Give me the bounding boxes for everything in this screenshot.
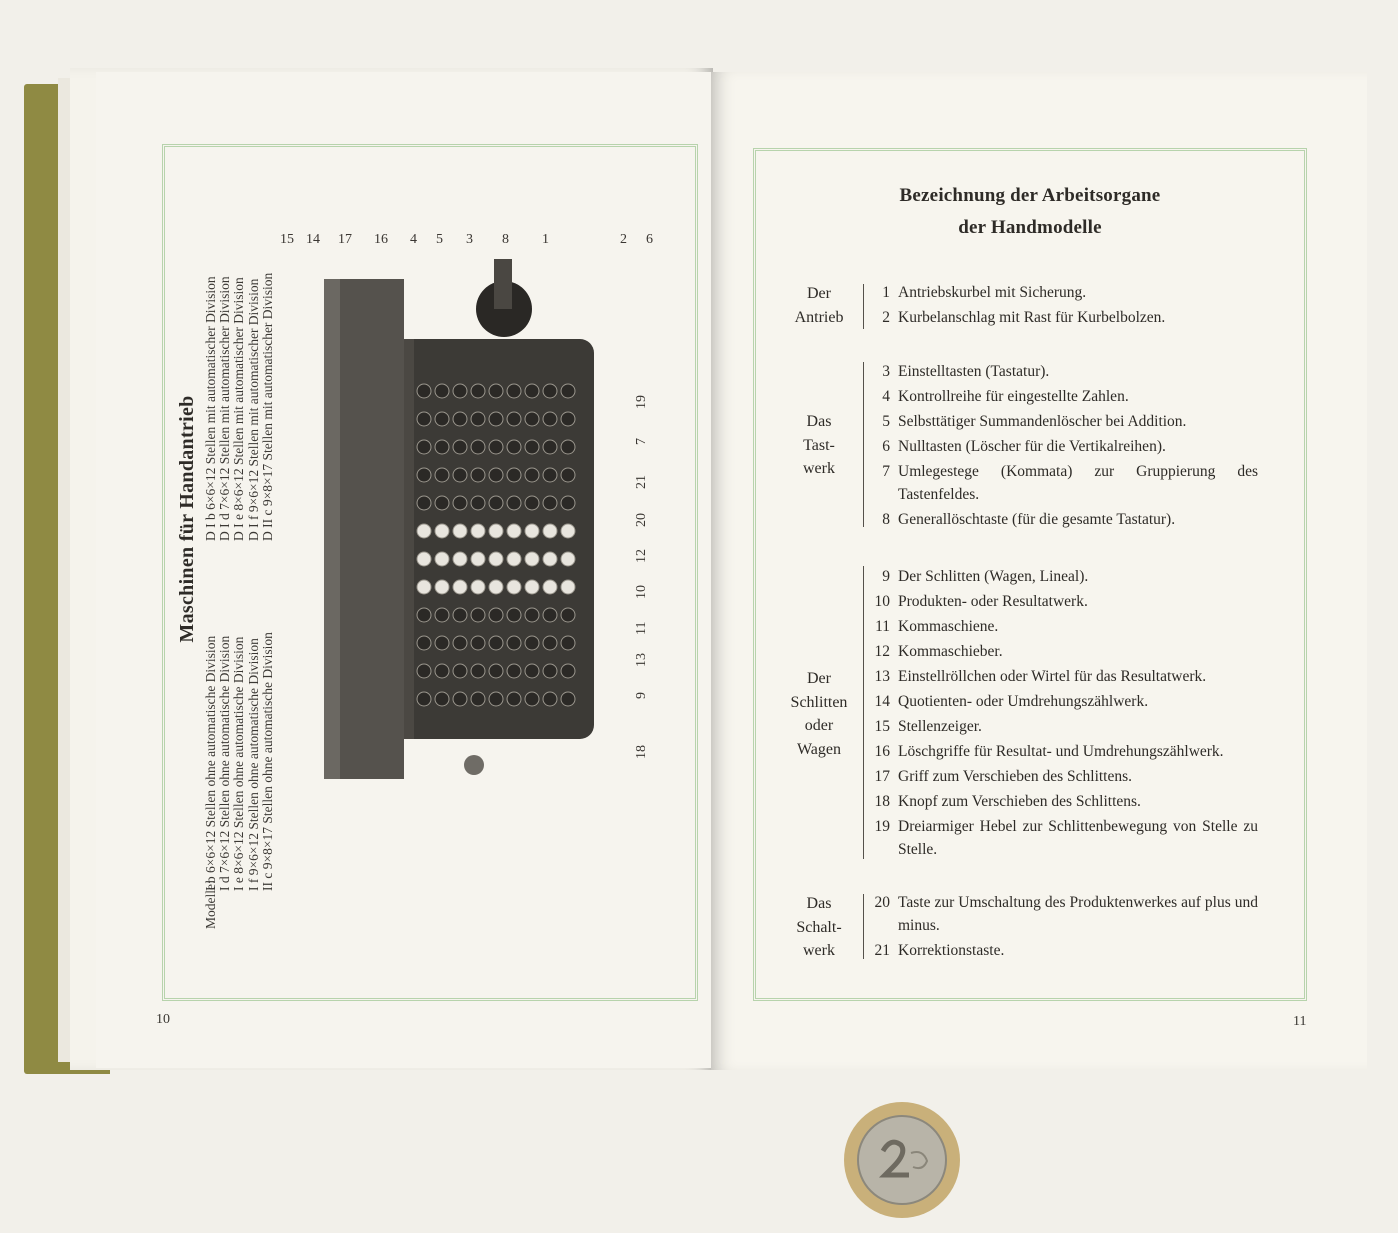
callout-label: 13 <box>634 653 649 667</box>
key <box>417 412 431 426</box>
callout-label: 5 <box>436 232 443 247</box>
key <box>525 384 539 398</box>
key <box>453 440 467 454</box>
part-description: Knopf zum Verschieben des Schlittens. <box>898 793 1141 810</box>
spec-line: II c 9×8×17 Stellen ohne automatische Division <box>259 632 275 891</box>
key <box>435 524 449 538</box>
key <box>543 552 557 566</box>
callout-label: 2 <box>620 232 627 247</box>
key <box>507 496 521 510</box>
callout-label: 9 <box>634 692 649 699</box>
key <box>453 384 467 398</box>
part-description: Kommaschiene. <box>898 618 999 635</box>
key <box>543 440 557 454</box>
key <box>489 468 503 482</box>
part-description: Einstelltasten (Tastatur). <box>898 363 1050 380</box>
key <box>489 524 503 538</box>
key <box>507 384 521 398</box>
key <box>525 664 539 678</box>
key <box>435 636 449 650</box>
part-number: 12 <box>874 643 890 660</box>
key <box>507 468 521 482</box>
key <box>435 664 449 678</box>
key <box>561 468 575 482</box>
key <box>525 440 539 454</box>
key <box>543 664 557 678</box>
part-description: Generallöschtaste (für die gesamte Tastatur). <box>898 511 1176 528</box>
callout-label: 21 <box>634 475 649 489</box>
part-number: 13 <box>874 668 890 685</box>
left-page-title: Maschinen für Handantrieb <box>176 395 198 643</box>
key <box>471 580 485 594</box>
key <box>453 468 467 482</box>
part-number: 6 <box>882 438 890 455</box>
key <box>543 636 557 650</box>
machine-diagram <box>174 209 690 929</box>
spec-lead: Modelle: <box>203 880 218 929</box>
right-page-number: 11 <box>1293 1014 1307 1029</box>
part-number: 5 <box>882 413 890 430</box>
callout-label: 3 <box>466 232 473 247</box>
spec-line: D I f 9×6×12 Stellen mit automatischer Division <box>245 278 261 541</box>
key <box>417 552 431 566</box>
key <box>561 692 575 706</box>
callout-label: 7 <box>634 438 649 445</box>
key <box>561 608 575 622</box>
spec-line: D I d 7×6×12 Stellen mit automatischer Division <box>217 276 233 541</box>
key <box>453 524 467 538</box>
key <box>507 580 521 594</box>
key <box>543 692 557 706</box>
key <box>525 636 539 650</box>
part-number: 2 <box>882 309 890 326</box>
key <box>471 412 485 426</box>
key <box>489 552 503 566</box>
group-label: Der Antrieb <box>794 285 844 326</box>
key <box>435 608 449 622</box>
key <box>561 580 575 594</box>
group-label: Das Tast- werk <box>803 413 835 477</box>
key <box>525 580 539 594</box>
part-description: Quotienten- oder Umdrehungszählwerk. <box>898 693 1149 710</box>
key <box>471 552 485 566</box>
key <box>417 580 431 594</box>
callout-label: 18 <box>634 745 649 759</box>
key <box>471 496 485 510</box>
callout-label: 16 <box>374 232 388 247</box>
key <box>489 496 503 510</box>
callout-label: 10 <box>634 585 649 599</box>
key <box>417 524 431 538</box>
part-number: 14 <box>874 693 890 710</box>
key <box>525 692 539 706</box>
part-description: Korrektionstaste. <box>898 942 1005 959</box>
part-description: Kommaschieber. <box>898 643 1003 660</box>
key <box>489 608 503 622</box>
key <box>525 608 539 622</box>
key <box>417 636 431 650</box>
key <box>453 636 467 650</box>
callout-label: 1 <box>542 232 549 247</box>
left-page-number: 10 <box>156 1012 170 1027</box>
key <box>525 496 539 510</box>
key <box>471 384 485 398</box>
spec-line: I e 8×6×12 Stellen ohne automatische Division <box>231 636 247 891</box>
key <box>489 692 503 706</box>
part-description: Kurbelanschlag mit Rast für Kurbelbolzen. <box>898 309 1166 326</box>
key <box>507 524 521 538</box>
key <box>435 692 449 706</box>
calculator-photo <box>324 251 624 779</box>
part-number: 21 <box>874 942 890 959</box>
key <box>507 440 521 454</box>
key <box>561 636 575 650</box>
key <box>417 664 431 678</box>
part-description: Antriebskurbel mit Sicherung. <box>898 284 1087 301</box>
part-description: Dreiarmiger Hebel zur Schlittenbewegung von Stelle zu Stelle. <box>898 818 1258 858</box>
key <box>507 636 521 650</box>
callout-label: 17 <box>338 232 352 247</box>
part-description: Taste zur Umschaltung des Produktenwerkes auf plus und minus. <box>898 894 1258 934</box>
key <box>417 468 431 482</box>
key <box>561 384 575 398</box>
key <box>543 384 557 398</box>
spec-line: D I e 8×6×12 Stellen mit automatischer Division <box>231 277 247 541</box>
key <box>471 608 485 622</box>
callout-label: 14 <box>306 232 320 247</box>
group-label: Das Schalt- werk <box>796 895 842 959</box>
part-number: 3 <box>882 363 890 380</box>
key <box>435 412 449 426</box>
part-number: 10 <box>874 593 890 610</box>
part-description: Löschgriffe für Resultat- und Umdrehungszählwerk. <box>898 743 1224 760</box>
key <box>525 524 539 538</box>
key <box>507 664 521 678</box>
spec-line: D I b 6×6×12 Stellen mit automatischer Division <box>203 276 218 541</box>
part-number: 8 <box>882 511 890 528</box>
spec-line: D II c 9×8×17 Stellen mit automatischer Division <box>259 272 275 541</box>
spec-column-without-division <box>204 632 275 891</box>
key <box>471 692 485 706</box>
key <box>453 412 467 426</box>
key <box>435 496 449 510</box>
spec-column-with-division <box>204 273 275 541</box>
key <box>543 412 557 426</box>
key <box>453 692 467 706</box>
key <box>543 496 557 510</box>
key <box>543 524 557 538</box>
callout-label: 12 <box>634 549 649 563</box>
spec-line: I d 7×6×12 Stellen ohne automatische Division <box>217 635 233 891</box>
group-label: Der Schlitten oder Wagen <box>790 670 848 758</box>
key <box>471 524 485 538</box>
part-description: Selbsttätiger Summandenlöscher bei Addition. <box>898 413 1187 430</box>
key <box>507 608 521 622</box>
callout-label: 4 <box>410 232 417 247</box>
key <box>543 580 557 594</box>
key <box>417 496 431 510</box>
spec-line: I b 6×6×12 Stellen ohne automatische Division <box>203 635 218 891</box>
part-number: 11 <box>875 618 890 635</box>
callout-label: 8 <box>502 232 509 247</box>
part-description: Der Schlitten (Wagen, Lineal). <box>898 568 1089 585</box>
key <box>561 664 575 678</box>
part-number: 16 <box>874 743 890 760</box>
part-number: 17 <box>874 768 890 785</box>
part-number: 18 <box>874 793 890 810</box>
key <box>435 384 449 398</box>
key <box>435 580 449 594</box>
key <box>561 412 575 426</box>
key <box>543 608 557 622</box>
key <box>543 468 557 482</box>
title-line: Bezeichnung der Arbeitsorgane <box>899 185 1161 206</box>
part-description: Nulltasten (Löscher für die Vertikalreihen). <box>898 438 1166 455</box>
key <box>525 468 539 482</box>
key <box>453 580 467 594</box>
callout-label: 6 <box>646 232 653 247</box>
key <box>525 552 539 566</box>
key <box>417 692 431 706</box>
key <box>471 664 485 678</box>
part-number: 9 <box>882 568 890 585</box>
callout-label: 11 <box>634 621 649 635</box>
part-number: 19 <box>874 818 890 835</box>
key <box>435 468 449 482</box>
key <box>417 440 431 454</box>
key <box>561 552 575 566</box>
key <box>507 412 521 426</box>
key <box>489 412 503 426</box>
part-description: Kontrollreihe für eingestellte Zahlen. <box>898 388 1129 405</box>
part-number: 1 <box>882 284 890 301</box>
part-number: 15 <box>874 718 890 735</box>
key <box>435 440 449 454</box>
key <box>471 440 485 454</box>
key <box>561 496 575 510</box>
key <box>471 636 485 650</box>
key <box>507 552 521 566</box>
key <box>561 440 575 454</box>
part-description: Einstellröllchen oder Wirtel für das Resultatwerk. <box>898 668 1207 685</box>
key <box>489 440 503 454</box>
callout-label: 20 <box>634 513 649 527</box>
part-description: Stellenzeiger. <box>898 718 982 735</box>
callout-label: 15 <box>280 232 294 247</box>
key <box>435 552 449 566</box>
callout-label: 19 <box>634 395 649 409</box>
key <box>489 384 503 398</box>
key <box>453 664 467 678</box>
key <box>561 524 575 538</box>
key <box>453 496 467 510</box>
part-description: Umlegestege (Kommata) zur Gruppierung des Tastenfeldes. <box>898 463 1258 503</box>
spec-line: I f 9×6×12 Stellen ohne automatische Division <box>245 638 261 891</box>
key <box>489 664 503 678</box>
key <box>417 384 431 398</box>
key <box>417 608 431 622</box>
part-number: 4 <box>882 388 890 405</box>
key <box>507 692 521 706</box>
key <box>471 468 485 482</box>
title-line: der Handmodelle <box>958 217 1102 238</box>
coin <box>843 1101 961 1219</box>
part-number: 20 <box>874 894 890 911</box>
part-description: Griff zum Verschieben des Schlittens. <box>898 768 1133 785</box>
key <box>489 636 503 650</box>
key <box>453 552 467 566</box>
key <box>489 580 503 594</box>
part-description: Produkten- oder Resultatwerk. <box>898 593 1088 610</box>
callouts-top <box>280 232 660 252</box>
part-number: 7 <box>882 463 890 480</box>
right-page-title <box>753 180 1307 244</box>
key <box>525 412 539 426</box>
key <box>453 608 467 622</box>
